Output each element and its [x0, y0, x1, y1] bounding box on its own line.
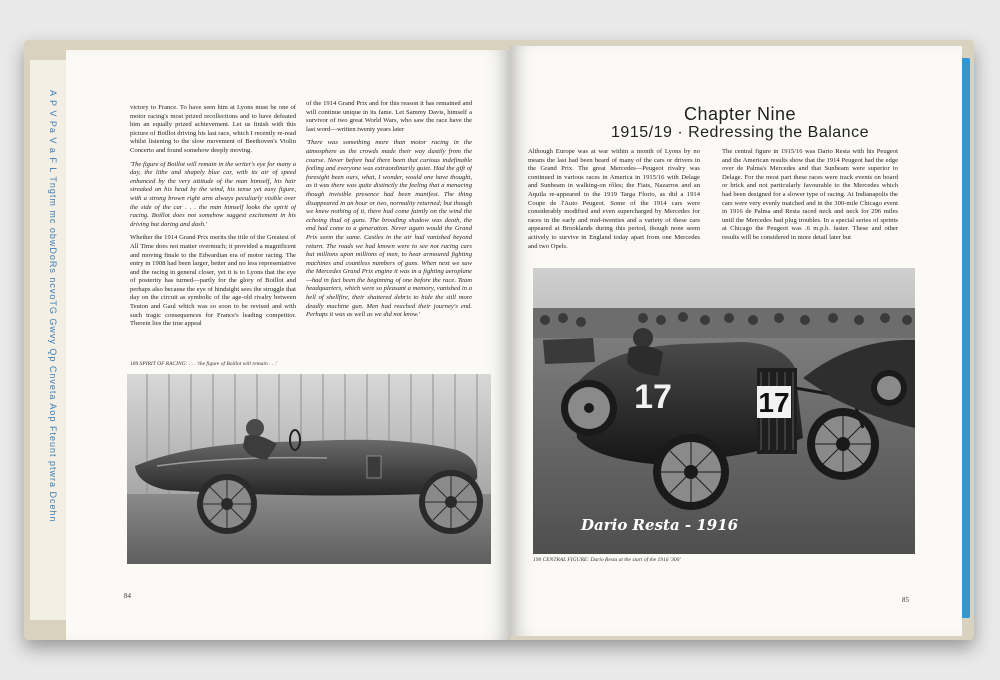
figure-caption: 189 SPIRIT OF RACING: . . . 'the figure of Boillot will remain . . .': [130, 361, 278, 367]
paragraph: Although Europe was at war within a month of Lyons by no means the last had been heard of many of the cars or drivers in the Grand Prix. The great Mercedes—Peugeot rivalry was continued in various races in America in 1915/16 with Delage and Sunbeam in walking-on rôles; the Fiats, Nazarros and an Aquila re-appeared in the 1919 Targa Florio, as did a 1914 Coupe de l'Auto Peugeot. Some of the 1914 cars were considerably modified and even supercharged by Mercedes for races in the early and mid-twenties and a variety of these cars appeared at Brooklands during this period, though none seem actively to survive in England today apart from one Mercedes and two Opels.: [528, 148, 700, 250]
car-number-front: 17: [758, 387, 790, 418]
chapter-label: Chapter Nine: [683, 104, 797, 124]
car-number-side: 17: [634, 378, 672, 416]
photo-inscription: Dario Resta - 1916: [581, 516, 739, 534]
figure-caption: 190 CENTRAL FIGURE: Dario Resta at the start of the 1916 '300': [533, 557, 681, 563]
race-car-photo-resta: [533, 268, 915, 554]
page-number-right: 85: [902, 596, 909, 604]
quote-paragraph: 'The figure of Boillot will remain in the writer's eye for many a day, the lithe and shapely blue car, with its air of speed enhanced by the very attitude of the man himself, his hair streaked on his head by the wind, his tense yet easy figure, with a strong brown right arm always peculiarly visible over the side of the car . . . the man himself looks the spirit of racing. Boillot does not somehow suggest excitement in his driving but daring and dash.': [130, 160, 296, 228]
paragraph: Whether the 1914 Grand Prix merits the title of the Greatest of All Time does not matter overmuch; it provided a magnificent and moving finale to the Edwardian era of motor racing. The entry in 1908 had been larger, better and no less representative and the racing in general closer, yet it is to Lyons that the eye of posterity has turned—partly for the glory of Boillot and perhaps also because the eye of hindsight sees the struggle that day on the circuit as symbolic of the age-old rivalry between Teuton and Gaul which was so soon to be revised and with such tragic consequences for France's leading competitor. Therein lies the true appeal: [130, 234, 296, 328]
spine-text: A P V Pa V a F L Tngtm mc obwDoRs ncvoTG Gwvy Qp Cnveta Aop Fteunt ptwra Dcehn: [48, 90, 58, 523]
page-number-left: 84: [124, 592, 131, 600]
quote-paragraph: 'There was something more than motor racing in the atmosphere as the crowds made their way dustily from the course. Never before had there been that curious indefinable feeling and everyone was extraordinarily quiet. Had the gift of foresight been ours, what, I wonder, would one have thought, as it was there was quite distinctly the feeling that a menacing though invisible presence had been manifest. The thing disappeared in an hour or two, normality returned; but though we knew nothing of it, there had come faintly on the wind the echoing thud of guns. The brooding shadow was death, the end had come to a generation. Never again would the Grand Prix seem the same. Castles in the air had vanished beyond return. The roads we had known were to see not racing cars but millions upon millions of men, to hear armoured fighting machines and countless numbers of guns. When next we saw the Mercedes Grand Prix engine it was in a fighting aeroplane—had in fact been the beginning of one before the race. Team headquarters, which were so pleasant a memory, vanished in a hell of shellfire, their shattered debris to hide the still more deadly machine gun. Men had reached their journey's end. Perhaps it was as well as we did not know.': [306, 139, 472, 319]
race-car-photo-boillot: [127, 374, 491, 564]
left-page-column-1: [130, 104, 296, 354]
chapter-title: 1915/19 · Redressing the Balance: [611, 124, 869, 141]
photo-graphic: [533, 268, 915, 554]
paragraph: The central figure in 1915/16 was Dario Resta with his Peugeot and the American results show that the 1914 Peugeot had the edge over de Palma's Mercedes and that Sunbeam were superior to Delage. For the most part these races were track events on board or brick and not particularly favourable to the Mercedes which had been designed for a slower type of racing. At Indianapolis the cars were very evenly matched and in the 300-mile Chicago event in 1916 de Palma and Resta raced neck and neck for 296 miles until the Mercedes had plug troubles. In a special series of sprints at Chicago the Peugeot was .6 m.p.h. faster. These and other results will be considered in more detail later but: [722, 148, 898, 241]
paragraph: of the 1914 Grand Prix and for this reason it has remained and will continue unique in its fame. Let Sammy Davis, himself a survivor of two great World Wars, who saw the race have the last word—written twenty years later: [306, 100, 472, 133]
photo-graphic: [127, 374, 491, 564]
left-page-column-2: [306, 100, 472, 350]
paragraph: victory to France. To have seen him at Lyons must be one of motor racing's most prized recollections and to have defeated him an equally prized achievement. Let us finish with this picture of Boillot driving his last race, which I recently re-read whilst listening to the slow movement of Beethoven's Violin Concerto and found somehow deeply moving.: [130, 104, 296, 154]
right-page-column-1: [528, 148, 700, 264]
right-page-column-2: [722, 148, 898, 264]
